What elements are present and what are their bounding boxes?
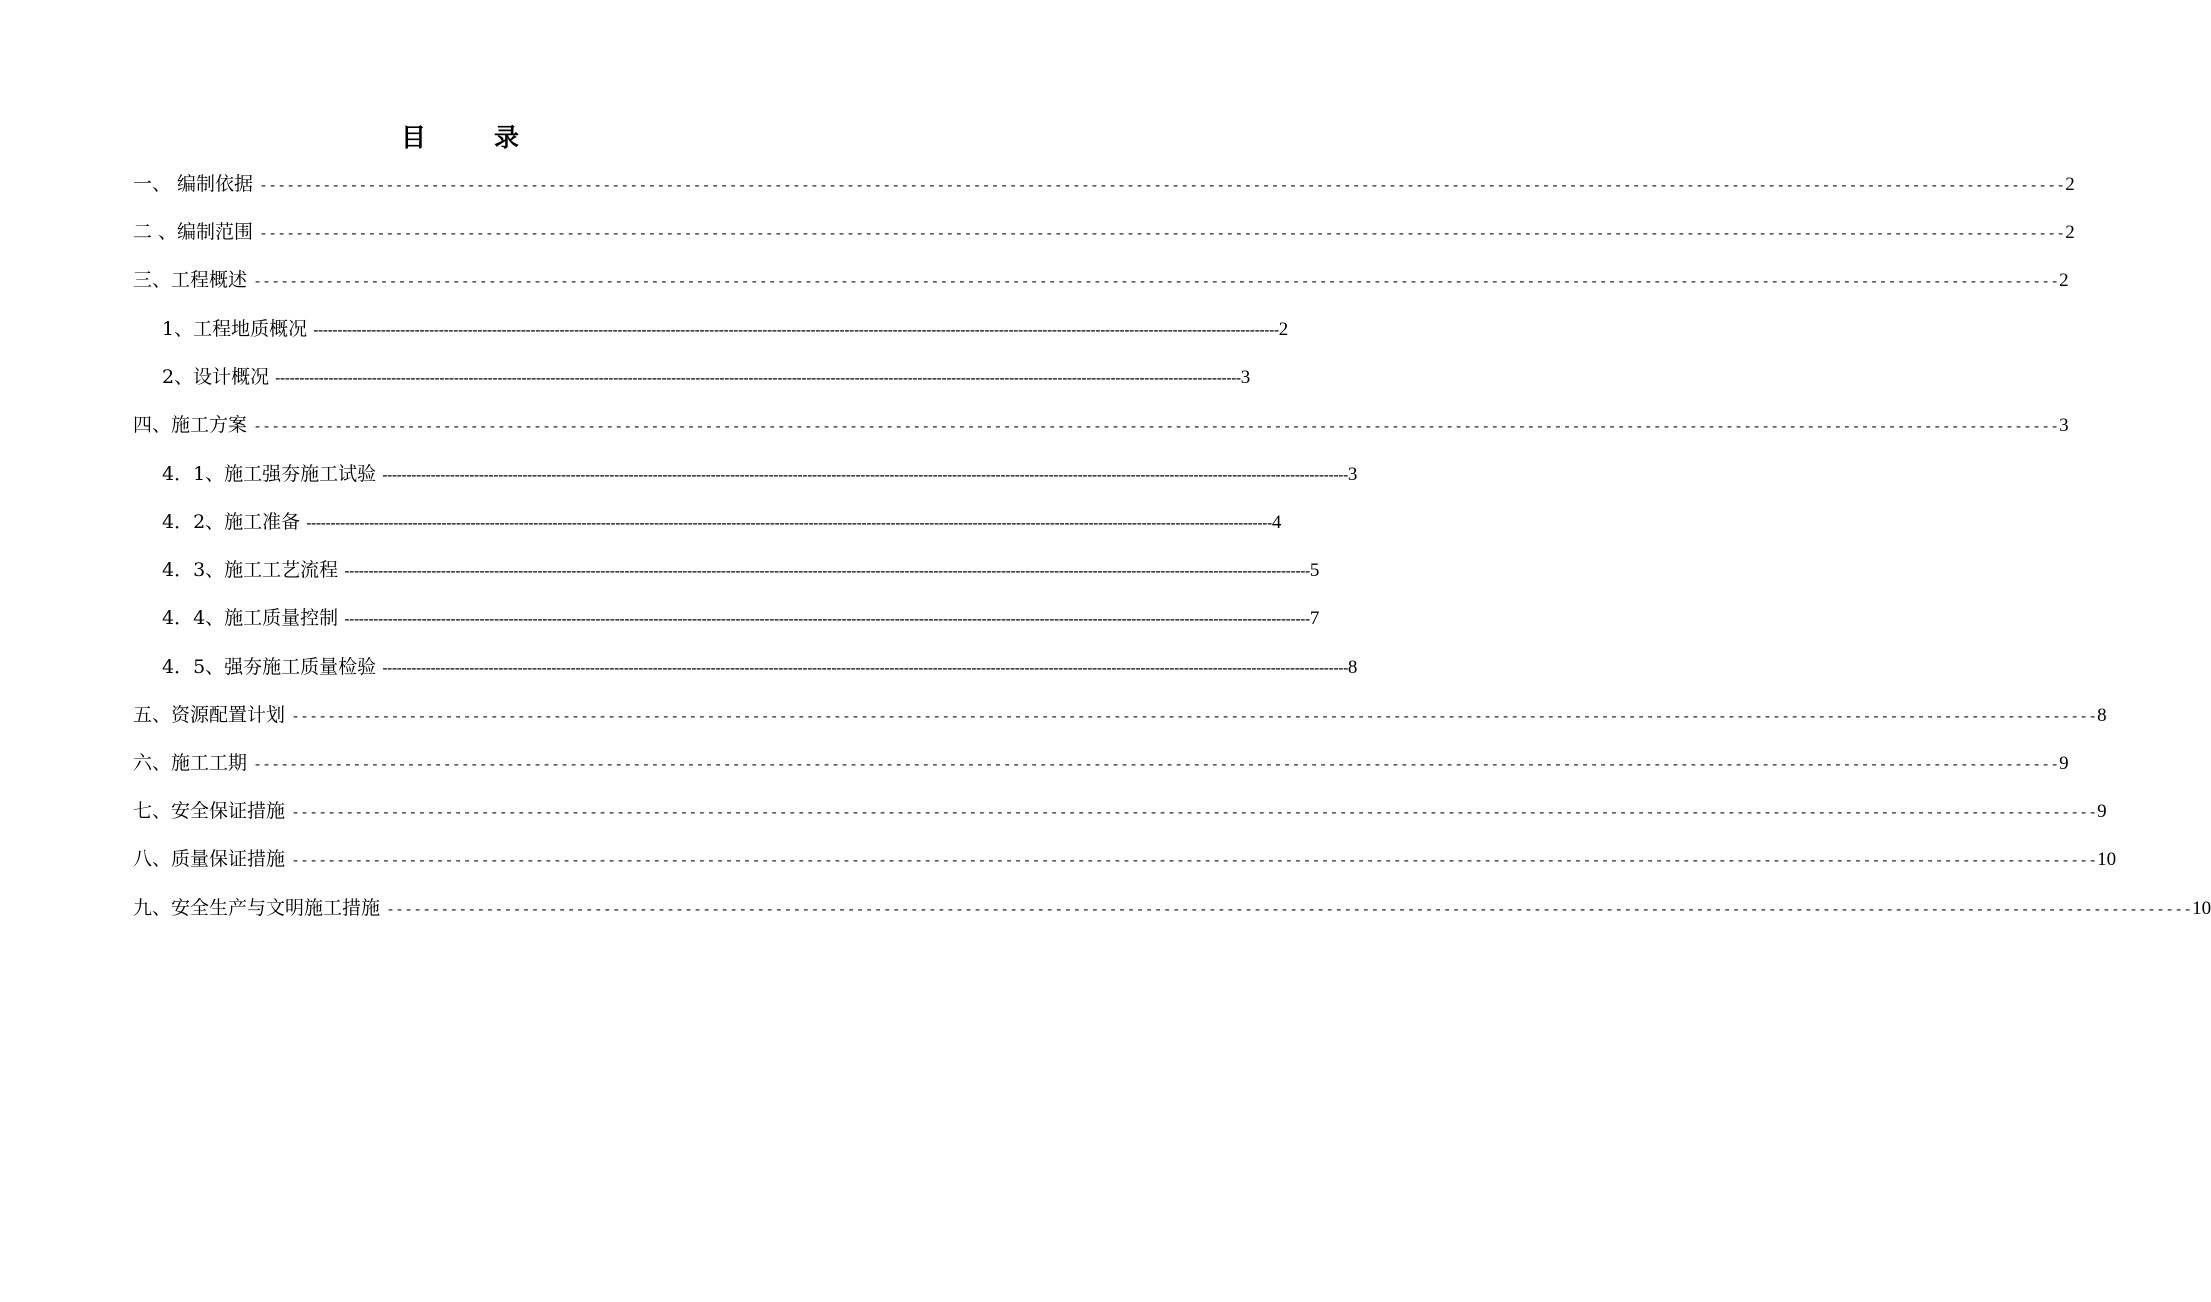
toc-entry-3[interactable] [133, 266, 2069, 294]
toc-entry-5[interactable] [162, 363, 1251, 391]
toc-entry-14[interactable] [133, 797, 2107, 825]
toc-entry-page: 10 [2097, 849, 2117, 870]
toc-entry-9[interactable] [162, 556, 1320, 584]
toc-entry-label: 4．1、施工强夯施工试验 [162, 463, 377, 485]
toc-entry-page: 3 [2059, 415, 2069, 436]
toc-leader: -------------------------------------------------------------------------------------------------------------------------------------------------------------------------------------------------------- [275, 370, 1241, 387]
toc-entry-page: 7 [1309, 608, 1320, 629]
toc-leader: -------------------------------------------------------------------------------------------------------------------------------------------------------------------------------------------------------- [344, 611, 1310, 628]
toc-entry-2[interactable] [133, 218, 2075, 246]
toc-leader: -------------------------------------------------------------------------------------------------------------------------------------------------------------------------------------------------------- [306, 515, 1272, 532]
toc-entry-8[interactable] [162, 508, 1282, 536]
toc-entry-page: 10 [2192, 898, 2211, 919]
toc-entry-13[interactable] [133, 749, 2069, 777]
toc-heading-left: 目 [400, 123, 426, 152]
toc-entry-4[interactable] [162, 315, 1289, 343]
toc-entry-page: 2 [2065, 174, 2075, 195]
toc-entry-label: 七、安全保证措施 [133, 800, 286, 822]
toc-entry-label: 1、工程地质概况 [162, 318, 308, 340]
toc-entry-6[interactable] [133, 411, 2069, 439]
toc-leader: -------------------------------------------------------------------------------------------------------------------------------------------------------------------------------------------------------- [253, 417, 2060, 435]
toc-entry-16[interactable] [133, 894, 2211, 922]
toc-entry-page: 2 [1278, 319, 1289, 340]
toc-entry-11[interactable] [162, 653, 1358, 681]
toc-leader: -------------------------------------------------------------------------------------------------------------------------------------------------------------------------------------------------------- [313, 322, 1279, 339]
toc-entry-label: 4．5、强夯施工质量检验 [162, 656, 377, 678]
toc-entry-label: 4．4、施工质量控制 [162, 607, 339, 629]
toc-leader: -------------------------------------------------------------------------------------------------------------------------------------------------------------------------------------------------------- [382, 660, 1348, 677]
toc-entry-12[interactable] [133, 701, 2107, 729]
toc-leader: -------------------------------------------------------------------------------------------------------------------------------------------------------------------------------------------------------- [259, 176, 2066, 194]
toc-entry-label: 2、设计概况 [162, 366, 270, 388]
toc-leader: -------------------------------------------------------------------------------------------------------------------------------------------------------------------------------------------------------- [344, 563, 1310, 580]
toc-entry-1[interactable] [133, 170, 2075, 198]
toc-entry-label: 四、施工方案 [133, 414, 248, 436]
toc-entry-10[interactable] [162, 604, 1320, 632]
toc-entry-label: 五、资源配置计划 [133, 704, 286, 726]
toc-entry-label: 4．2、施工准备 [162, 511, 301, 533]
toc-entry-page: 4 [1271, 512, 1282, 533]
toc-entry-7[interactable] [162, 460, 1358, 488]
toc-entry-label: 六、施工工期 [133, 752, 248, 774]
toc-entry-label: 4．3、施工工艺流程 [162, 559, 339, 581]
toc-entry-page: 2 [2065, 222, 2075, 243]
toc-leader: -------------------------------------------------------------------------------------------------------------------------------------------------------------------------------------------------------- [259, 224, 2066, 242]
toc-entry-label: 九、安全生产与文明施工措施 [133, 897, 381, 919]
toc-entry-page: 5 [1309, 560, 1320, 581]
toc-entry-label: 一、 编制依据 [133, 173, 254, 195]
toc-entry-page: 8 [1347, 657, 1358, 678]
toc-entry-page: 3 [1240, 367, 1251, 388]
toc-leader: -------------------------------------------------------------------------------------------------------------------------------------------------------------------------------------------------------- [253, 755, 2060, 773]
toc-heading-right: 录 [494, 123, 520, 152]
toc-entry-15[interactable] [133, 845, 2117, 873]
toc-leader: -------------------------------------------------------------------------------------------------------------------------------------------------------------------------------------------------------- [253, 272, 2060, 290]
toc-entry-page: 9 [2059, 753, 2069, 774]
toc-leader: -------------------------------------------------------------------------------------------------------------------------------------------------------------------------------------------------------- [291, 851, 2098, 869]
toc-leader: -------------------------------------------------------------------------------------------------------------------------------------------------------------------------------------------------------- [386, 900, 2193, 918]
toc-leader: -------------------------------------------------------------------------------------------------------------------------------------------------------------------------------------------------------- [291, 803, 2098, 821]
toc-entry-page: 3 [1347, 464, 1358, 485]
toc-entry-label: 三、工程概述 [133, 269, 248, 291]
toc-entry-page: 2 [2059, 270, 2069, 291]
toc-entry-page: 9 [2097, 801, 2107, 822]
toc-leader: -------------------------------------------------------------------------------------------------------------------------------------------------------------------------------------------------------- [291, 707, 2098, 725]
toc-entry-label: 八、质量保证措施 [133, 848, 286, 870]
toc-leader: -------------------------------------------------------------------------------------------------------------------------------------------------------------------------------------------------------- [382, 467, 1348, 484]
toc-heading [0, 118, 920, 154]
toc-entry-page: 8 [2097, 705, 2107, 726]
toc-entry-label: 二 、编制范围 [133, 221, 254, 243]
